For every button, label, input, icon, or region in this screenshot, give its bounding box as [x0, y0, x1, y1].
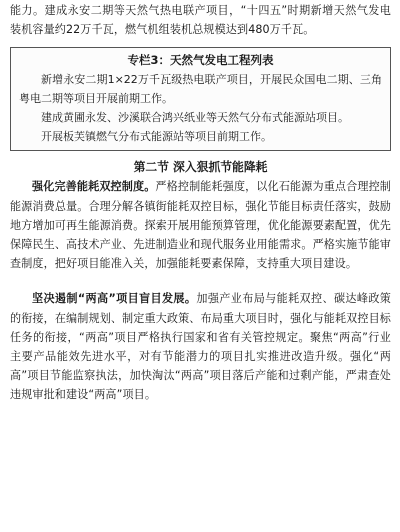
box-line-1: 新增永安二期1×22万千瓦级热电联产项目，开展民众国电二期、三角粤电二期等项目开展前期工作。 — [19, 73, 382, 106]
intro-paragraph: 能力。建成永安二期等天然气热电联产项目，“十四五”时期新增天然气发电装机容量约22万千瓦，燃气机组装机总规模达到480万千瓦。 — [10, 4, 391, 37]
paragraph-lead: 坚决遏制“两高”项目盲目发展。 — [32, 292, 197, 306]
box-title: 专栏3：天然气发电工程列表 — [127, 53, 274, 68]
paragraph-lead: 强化完善能耗双控制度。 — [32, 180, 156, 194]
paragraph-two-high — [10, 289, 391, 404]
paragraph-body: 加强产业布局与能耗双控、碳达峰政策的衔接，在编制规划、制定重大政策、布局重大项目时，强化与能耗双控目标任务的衔接，“两高”项目严格执行国家和省有关管控规定。聚焦“两高”行业主要产品能效先进水平，对有节能潜力的项目扎实推进改造升级。强化“两高”项目节能监察执法，加快淘汰“两高”项目落后产能和过剩产能，严肃查处违规审批和建设“两高”项目。 — [10, 292, 392, 402]
box-line-3: 开展板芙镇燃气分布式能源站等项目前期工作。 — [41, 130, 272, 144]
section-heading: 第二节 深入狠抓节能降耗 — [133, 160, 268, 175]
paragraph-energy-control — [10, 177, 391, 273]
document-page — [10, 0, 391, 405]
box-line-2: 建成黄圃永发、沙溪联合鸿兴纸业等天然气分布式能源站项目。 — [41, 111, 349, 125]
sidebar-box — [10, 47, 391, 151]
paragraph-gap — [10, 273, 391, 289]
paragraph-body: 严格控制能耗强度，以化石能源为重点合理控制能源消费总量。合理分解各镇街能耗双控目标，强化节能目标责任落实，鼓励地方增加可再生能源消费。探索开展用能预算管理，优化能源要素配置，优先保障民生、高技术产业、先进制造业和现代服务业用能需求。严格实施节能审查制度，把好项目能准入关，加强能耗要素保障，支持重大项目建设。 — [10, 180, 391, 271]
